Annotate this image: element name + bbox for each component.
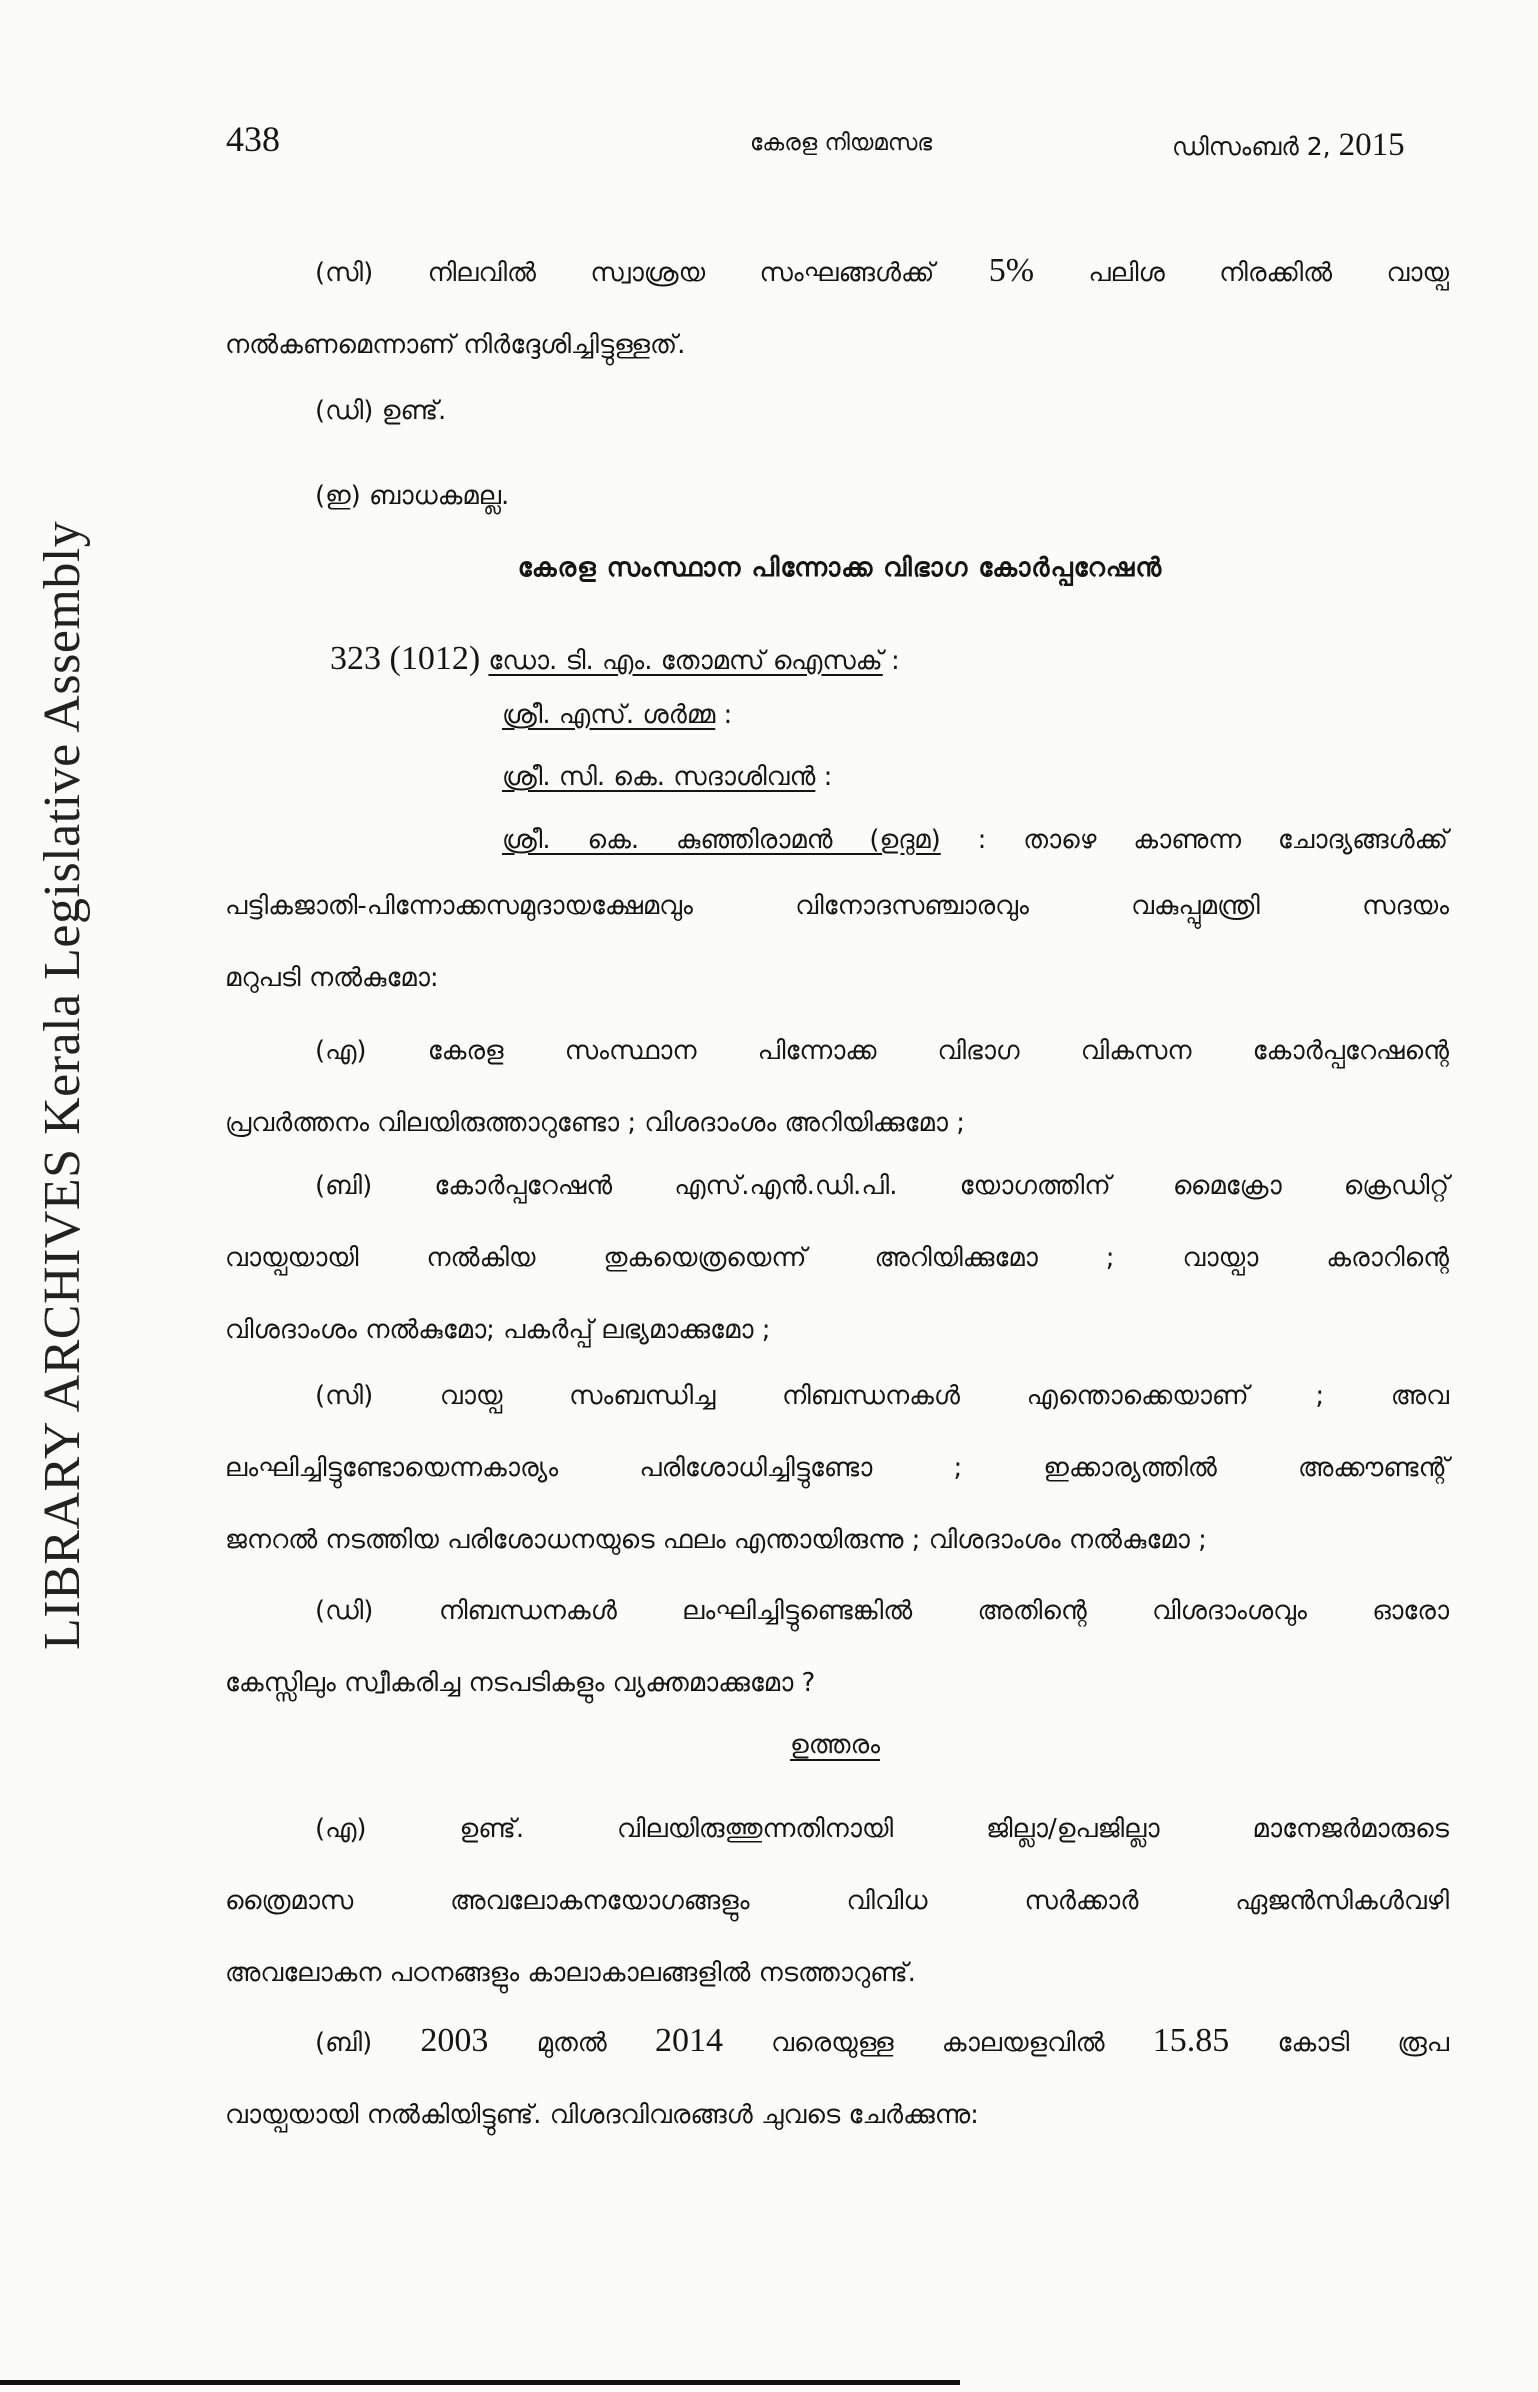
archive-watermark: LIBRARY ARCHIVES Kerala Legislative Assembly (34, 520, 91, 1650)
question-intro: പട്ടികജാതി-പിന്നോക്കസമുദായക്ഷേമവും വിനോദസഞ്ചാരവും വകുപ്പുമന്ത്രി സദയം മറുപടി നൽകുമോ: (225, 891, 1449, 993)
question-member-line-2: ശ്രീ. എസ്. ശർമ്മ : (502, 700, 733, 730)
question-part-a: (എ) കേരള സംസ്ഥാന പിന്നോക്ക വിഭാഗ വികസന കോർപ്പറേഷന്റെ പ്രവർത്തനം വിലയിരുത്താറുണ്ടോ ; വിശദാംശം അറിയിക്കുമോ ; (225, 1036, 1449, 1138)
prev-c-line2: നൽകണമെന്നാണ് നിർദ്ദേശിച്ചിട്ടുള്ളത്. (225, 330, 686, 360)
question-part-d: (ഡി) നിബന്ധനകൾ ലംഘിച്ചിട്ടുണ്ടെങ്കിൽ അതിന്റെ വിശദാംശവും ഓരോ കേസ്സിലും സ്വീകരിച്ച നടപടികളും വ്യക്തമാക്കുമോ ? (225, 1596, 1449, 1698)
member-name: ശ്രീ. എസ്. ശർമ്മ (502, 700, 716, 730)
question-part-b: (ബി) കോർപ്പറേഷൻ എസ്.എൻ.ഡി.പി. യോഗത്തിന് മൈക്രോ ക്രെഡിറ്റ് വായ്പയായി നൽകിയ തുകയെത്രയെന്ന് അറിയിക്കുമോ ; വായ്പാ കരാറിന്റെ വിശദാംശം നൽകുമോ; പകർപ്പ് ലഭ്യമാക്കുമോ ; (225, 1171, 1449, 1345)
member-name: ശ്രീ. സി. കെ. സദാശിവൻ (502, 762, 816, 792)
prev-answer-e: (ഇ) ബാധകമല്ല. (315, 481, 510, 511)
question-number: 323 (1012) (330, 640, 481, 677)
prev-answer-c (225, 235, 1449, 381)
member-name: ഡോ. ടി. എം. തോമസ് ഐസക് (488, 646, 883, 676)
date-prefix: ഡിസംബർ 2, (1172, 132, 1331, 161)
date-year: 2015 (1338, 127, 1405, 163)
bottom-rule (0, 2380, 960, 2385)
page-number: 438 (226, 119, 280, 159)
prev-c-line1: (സി) നിലവിൽ സ്വാശ്രയ സംഘങ്ങൾക്ക് 5% പലിശ നിരക്കിൽ വായ്പ (315, 252, 1450, 289)
member-name: ശ്രീ. കെ. കുഞ്ഞിരാമൻ (ഉദുമ) (502, 825, 941, 855)
page-date (1172, 127, 1405, 164)
question-member-line-3: ശ്രീ. സി. കെ. സദാശിവൻ : (502, 762, 833, 792)
question-member-line-4: ശ്രീ. കെ. കുഞ്ഞിരാമൻ (ഉദുമ) : താഴെ കാണുന്ന ചോദ്യങ്ങൾക്ക് (502, 825, 1448, 855)
running-title: കേരള നിയമസഭ (750, 130, 933, 156)
prev-answer-d: (ഡി) ഉണ്ട്. (315, 396, 447, 426)
answer-heading: ഉത്തരം (790, 1730, 880, 1760)
question-part-c: (സി) വായ്പ സംബന്ധിച്ച നിബന്ധനകൾ എന്തൊക്കെയാണ് ; അവ ലംഘിച്ചിട്ടുണ്ടോയെന്നകാര്യം പരിശോധിച്ചിട്ടുണ്ടോ ; ഇക്കാര്യത്തിൽ അക്കൗണ്ടന്റ് ജനറൽ നടത്തിയ പരിശോധനയുടെ ഫലം എന്തായിരുന്നു ; വിശദാംശം നൽകുമോ ; (225, 1381, 1449, 1555)
answer-part-b: (ബി) 2003 മുതൽ 2014 വരെയുള്ള കാലയളവിൽ 15.85 കോടി രൂപ വായ്പയായി നൽകിയിട്ടുണ്ട്. വിശദവിവരങ്ങൾ ചുവടെ ചേർക്കുന്നു: (225, 2022, 1450, 2130)
section-heading: കേരള സംസ്ഥാന പിന്നോക്ക വിഭാഗ കോർപ്പറേഷൻ (517, 553, 1163, 583)
question-member-line-1: 323 (1012) ഡോ. ടി. എം. തോമസ് ഐസക് : (330, 640, 900, 677)
answer-part-a: (എ) ഉണ്ട്. വിലയിരുത്തുന്നതിനായി ജില്ലാ/ഉപജില്ലാ മാനേജർമാരുടെ ത്രൈമാസ അവലോകനയോഗങ്ങളും വിവിധ സർക്കാർ ഏജൻസികൾവഴി അവലോകന പഠനങ്ങളും കാലാകാലങ്ങളിൽ നടത്താറുണ്ട്. (225, 1814, 1449, 1988)
